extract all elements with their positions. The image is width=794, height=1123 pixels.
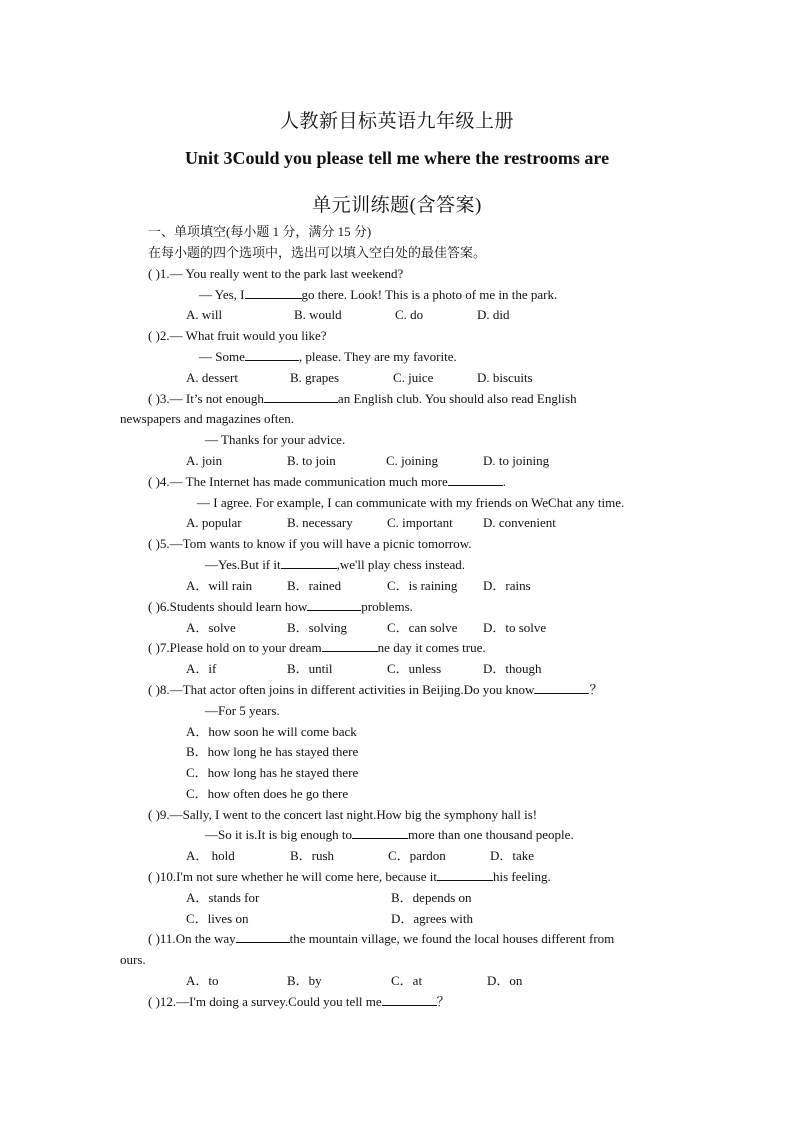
- q9-option-a[interactable]: A． hold: [186, 848, 235, 863]
- q6-option-b[interactable]: B．solving: [287, 620, 347, 635]
- question-1-reply: — Yes, I go there. Look! This is a photo of me in the park.: [199, 287, 558, 302]
- answer-blank[interactable]: [534, 681, 589, 694]
- answer-blank[interactable]: [245, 286, 302, 299]
- answer-blank[interactable]: [437, 868, 493, 881]
- q10-option-b[interactable]: B．depends on: [391, 890, 472, 905]
- q9-option-c[interactable]: C．pardon: [388, 848, 446, 863]
- answer-blank[interactable]: [236, 930, 290, 943]
- section-instruction: 在每小题的四个选项中，选出可以填入空白处的最佳答案。: [148, 245, 487, 260]
- q5-option-b[interactable]: B．rained: [287, 578, 342, 593]
- question-4-stem: ( )4.— The Internet has made communication much more .: [148, 474, 507, 489]
- q6-option-d[interactable]: D．to solve: [483, 620, 547, 635]
- question-2-stem: ( )2.— What fruit would you like?: [148, 328, 327, 343]
- q4-option-a[interactable]: A. popular: [186, 515, 242, 530]
- q1-option-d[interactable]: D. did: [477, 307, 510, 322]
- q11-option-a[interactable]: A．to: [186, 973, 219, 988]
- q2-option-b[interactable]: B. grapes: [290, 370, 340, 385]
- answer-blank[interactable]: [448, 473, 503, 486]
- q9-option-b[interactable]: B．rush: [290, 848, 335, 863]
- question-6-stem: ( )6.Students should learn how problems.: [148, 599, 413, 614]
- q7-option-c[interactable]: C．unless: [387, 661, 442, 676]
- section-heading: 一、单项填空(每小题 1 分，满分 15 分): [148, 224, 372, 239]
- q1-option-b[interactable]: B. would: [294, 307, 342, 322]
- question-5-stem: ( )5.—Tom wants to know if you will have a picnic tomorrow.: [148, 536, 472, 551]
- q11-option-c[interactable]: C．at: [391, 973, 423, 988]
- question-11-stem: ( )11.On the way the mountain village, we found the local houses different from: [148, 931, 615, 946]
- q7-option-d[interactable]: D．though: [483, 661, 542, 676]
- q1-option-a[interactable]: A. will: [186, 307, 223, 322]
- q6-option-c[interactable]: C．can solve: [387, 620, 458, 635]
- question-8-stem: ( )8.—That actor often joins in different activities in Beijing.Do you know ？: [148, 682, 603, 697]
- answer-blank[interactable]: [281, 556, 337, 569]
- q10-option-d[interactable]: D．agrees with: [391, 911, 473, 926]
- q11-option-b[interactable]: B．by: [287, 973, 322, 988]
- q10-option-c[interactable]: C．lives on: [186, 911, 249, 926]
- answer-blank[interactable]: [352, 826, 408, 839]
- question-5-reply: —Yes.But if it ,we'll play chess instead.: [205, 557, 465, 572]
- q6-option-a[interactable]: A．solve: [186, 620, 236, 635]
- q4-option-b[interactable]: B. necessary: [287, 515, 353, 530]
- question-9-stem: ( )9.—Sally, I went to the concert last night.How big the symphony hall is!: [148, 807, 538, 822]
- answer-blank[interactable]: [264, 390, 338, 403]
- q5-option-d[interactable]: D．rains: [483, 578, 531, 593]
- q2-option-c[interactable]: C. juice: [393, 370, 434, 385]
- answer-blank[interactable]: [307, 598, 361, 611]
- question-3-stem: ( )3.— It’s not enough an English club. You should also read English: [148, 391, 577, 406]
- q5-option-c[interactable]: C．is raining: [387, 578, 458, 593]
- answer-blank[interactable]: [245, 348, 299, 361]
- q10-option-a[interactable]: A．stands for: [186, 890, 260, 905]
- q5-option-a[interactable]: A．will rain: [186, 578, 253, 593]
- question-3-stem-cont: newspapers and magazines often.: [120, 411, 294, 426]
- answer-blank[interactable]: [322, 639, 378, 652]
- q11-option-d[interactable]: D．on: [487, 973, 523, 988]
- q4-option-d[interactable]: D. convenient: [483, 515, 556, 530]
- q2-option-d[interactable]: D. biscuits: [477, 370, 533, 385]
- q1-option-c[interactable]: C. do: [395, 307, 424, 322]
- question-2-reply: — Some , please. They are my favorite.: [199, 349, 457, 364]
- title-line-3: 单元训练题(含答案): [312, 195, 482, 216]
- q9-option-d[interactable]: D．take: [490, 848, 535, 863]
- q3-option-c[interactable]: C. joining: [386, 453, 439, 468]
- title-line-1: 人教新目标英语九年级上册: [279, 111, 514, 132]
- question-9-reply: —So it is.It is big enough to more than one thousand people.: [205, 827, 574, 842]
- question-7-stem: ( )7.Please hold on to your dream ne day it comes true.: [148, 640, 486, 655]
- q3-option-b[interactable]: B. to join: [287, 453, 336, 468]
- question-12-stem: ( )12.—I'm doing a survey.Could you tell me ？: [148, 994, 450, 1009]
- question-4-reply: — I agree. For example, I can communicate with my friends on WeChat any time.: [197, 495, 625, 510]
- q2-option-a[interactable]: A. dessert: [186, 370, 238, 385]
- q7-option-a[interactable]: A．if: [186, 661, 217, 676]
- question-1-stem: ( )1.— You really went to the park last weekend?: [148, 266, 404, 281]
- question-3-reply: — Thanks for your advice.: [205, 432, 346, 447]
- answer-blank[interactable]: [382, 993, 437, 1006]
- question-8-reply: —For 5 years.: [205, 703, 280, 718]
- q8-option-c[interactable]: C．how long has he stayed there: [186, 765, 359, 780]
- q8-option-b[interactable]: B．how long he has stayed there: [186, 744, 359, 759]
- q4-option-c[interactable]: C. important: [387, 515, 453, 530]
- q8-option-d[interactable]: C．how often does he go there: [186, 786, 349, 801]
- q3-option-d[interactable]: D. to joining: [483, 453, 550, 468]
- question-10-stem: ( )10.I'm not sure whether he will come here, because it his feeling.: [148, 869, 551, 884]
- q3-option-a[interactable]: A. join: [186, 453, 223, 468]
- q8-option-a[interactable]: A．how soon he will come back: [186, 724, 357, 739]
- q7-option-b[interactable]: B．until: [287, 661, 333, 676]
- question-11-stem-cont: ours.: [120, 952, 146, 967]
- title-line-2: Unit 3Could you please tell me where the restrooms are: [184, 148, 610, 168]
